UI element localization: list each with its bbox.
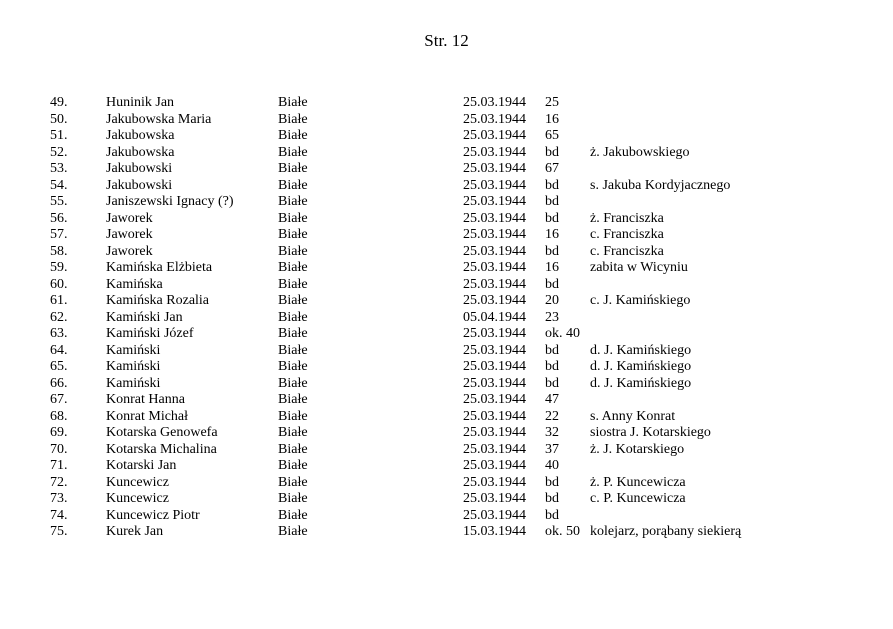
place: Białe	[278, 210, 308, 226]
list-row	[0, 392, 893, 409]
place: Białe	[278, 375, 308, 391]
person-name: Jaworek	[106, 210, 153, 226]
date: 25.03.1944	[463, 260, 526, 275]
place: Białe	[278, 524, 308, 539]
note: ż. J. Kotarskiego	[590, 441, 685, 457]
row-number: 49.	[50, 95, 68, 110]
person-name: Kurek Jan	[106, 524, 164, 539]
place: Białe	[278, 507, 308, 523]
date: 25.03.1944	[463, 194, 526, 209]
person-name: Kamińska	[106, 276, 163, 292]
list-row	[0, 409, 893, 426]
place: Białe	[278, 243, 308, 259]
person-name: Kamiński	[106, 342, 161, 358]
age: bd	[545, 243, 559, 259]
place: Białe	[278, 293, 308, 308]
age: bd	[545, 210, 559, 226]
row-number: 63.	[50, 326, 68, 341]
list-row	[0, 128, 893, 145]
row-number: 66.	[50, 375, 68, 391]
list-row	[0, 326, 893, 343]
list-row	[0, 310, 893, 327]
row-number: 65.	[50, 359, 68, 374]
age: bd	[545, 507, 559, 523]
list-row	[0, 227, 893, 244]
note: ż. Franciszka	[590, 210, 664, 226]
row-number: 53.	[50, 161, 68, 176]
note: c. J. Kamińskiego	[590, 293, 691, 308]
person-name: Kuncewicz	[106, 474, 169, 490]
person-name: Konrat Hanna	[106, 392, 185, 407]
row-number: 68.	[50, 408, 68, 424]
date: 25.03.1944	[463, 227, 526, 242]
row-number: 72.	[50, 474, 68, 490]
row-number: 54.	[50, 177, 68, 193]
date: 05.04.1944	[463, 309, 526, 325]
date: 25.03.1944	[463, 392, 526, 407]
age: bd	[545, 375, 559, 391]
row-number: 50.	[50, 111, 68, 127]
date: 25.03.1944	[463, 95, 526, 110]
place: Białe	[278, 491, 308, 506]
list-row	[0, 359, 893, 376]
date: 25.03.1944	[463, 458, 526, 473]
person-name: Jaworek	[106, 227, 153, 242]
place: Białe	[278, 359, 308, 374]
place: Białe	[278, 425, 308, 440]
age: 25	[545, 95, 559, 110]
place: Białe	[278, 342, 308, 358]
list-row	[0, 194, 893, 211]
age: 32	[545, 425, 559, 440]
age: 20	[545, 293, 559, 308]
place: Białe	[278, 161, 308, 176]
list-row	[0, 112, 893, 129]
person-name: Kotarski Jan	[106, 458, 177, 473]
age: bd	[545, 491, 559, 506]
age: bd	[545, 177, 559, 193]
note: siostra J. Kotarskiego	[590, 425, 711, 440]
list-row	[0, 508, 893, 525]
person-name: Kuncewicz Piotr	[106, 507, 200, 523]
row-number: 60.	[50, 276, 68, 292]
place: Białe	[278, 111, 308, 127]
date: 15.03.1944	[463, 524, 526, 539]
place: Białe	[278, 458, 308, 473]
date: 25.03.1944	[463, 276, 526, 292]
list-row	[0, 277, 893, 294]
list-row	[0, 475, 893, 492]
row-number: 59.	[50, 260, 68, 275]
age: 65	[545, 128, 559, 143]
place: Białe	[278, 474, 308, 490]
row-number: 74.	[50, 507, 68, 523]
age: 40	[545, 458, 559, 473]
date: 25.03.1944	[463, 491, 526, 506]
place: Białe	[278, 128, 308, 143]
note: c. Franciszka	[590, 227, 664, 242]
row-number: 62.	[50, 309, 68, 325]
age: bd	[545, 342, 559, 358]
age: ok. 40	[545, 326, 580, 341]
list-row	[0, 442, 893, 459]
date: 25.03.1944	[463, 375, 526, 391]
note: d. J. Kamińskiego	[590, 359, 692, 374]
place: Białe	[278, 194, 308, 209]
page-title: Str. 12	[424, 31, 469, 50]
list-row	[0, 211, 893, 228]
age: ok. 50	[545, 524, 580, 539]
age: 22	[545, 408, 559, 424]
row-number: 56.	[50, 210, 68, 226]
date: 25.03.1944	[463, 425, 526, 440]
age: bd	[545, 194, 559, 209]
row-number: 71.	[50, 458, 68, 473]
row-number: 58.	[50, 243, 68, 259]
place: Białe	[278, 144, 308, 160]
date: 25.03.1944	[463, 177, 526, 193]
age: 16	[545, 111, 559, 127]
date: 25.03.1944	[463, 144, 526, 160]
row-number: 75.	[50, 524, 68, 539]
person-name: Kamiński Jan	[106, 309, 183, 325]
note: zabita w Wicyniu	[590, 260, 688, 275]
row-number: 55.	[50, 194, 68, 209]
place: Białe	[278, 441, 308, 457]
person-name: Huninik Jan	[106, 95, 175, 110]
list-row	[0, 491, 893, 508]
row-number: 51.	[50, 128, 68, 143]
note: c. P. Kuncewicza	[590, 491, 686, 506]
list-row	[0, 458, 893, 475]
age: 23	[545, 309, 559, 325]
place: Białe	[278, 326, 308, 341]
note: c. Franciszka	[590, 243, 664, 259]
place: Białe	[278, 260, 308, 275]
row-number: 69.	[50, 425, 68, 440]
date: 25.03.1944	[463, 326, 526, 341]
victims-list	[0, 95, 893, 541]
list-row	[0, 293, 893, 310]
age: bd	[545, 276, 559, 292]
age: bd	[545, 359, 559, 374]
person-name: Janiszewski Ignacy (?)	[106, 194, 234, 209]
age: 16	[545, 227, 559, 242]
list-row	[0, 260, 893, 277]
person-name: Jakubowska Maria	[106, 111, 212, 127]
age: bd	[545, 144, 559, 160]
list-row	[0, 425, 893, 442]
note: s. Jakuba Kordyjacznego	[590, 177, 731, 193]
age: 16	[545, 260, 559, 275]
date: 25.03.1944	[463, 441, 526, 457]
row-number: 67.	[50, 392, 68, 407]
note: ż. P. Kuncewicza	[590, 474, 686, 490]
list-row	[0, 145, 893, 162]
date: 25.03.1944	[463, 474, 526, 490]
age: 47	[545, 392, 559, 407]
list-row	[0, 524, 893, 541]
note: ż. Jakubowskiego	[590, 144, 690, 160]
list-row	[0, 161, 893, 178]
date: 25.03.1944	[463, 507, 526, 523]
place: Białe	[278, 309, 308, 325]
person-name: Kamiński	[106, 375, 161, 391]
date: 25.03.1944	[463, 128, 526, 143]
person-name: Kamiński Józef	[106, 326, 194, 341]
row-number: 61.	[50, 293, 68, 308]
person-name: Jakubowski	[106, 177, 173, 193]
person-name: Jakubowska	[106, 144, 175, 160]
list-row	[0, 178, 893, 195]
date: 25.03.1944	[463, 342, 526, 358]
person-name: Konrat Michał	[106, 408, 189, 424]
place: Białe	[278, 276, 308, 292]
place: Białe	[278, 392, 308, 407]
list-row	[0, 95, 893, 112]
age: 37	[545, 441, 559, 457]
person-name: Jaworek	[106, 243, 153, 259]
person-name: Kamińska Rozalia	[106, 293, 210, 308]
date: 25.03.1944	[463, 243, 526, 259]
age: 67	[545, 161, 559, 176]
person-name: Kuncewicz	[106, 491, 169, 506]
person-name: Jakubowski	[106, 161, 173, 176]
age: bd	[545, 474, 559, 490]
date: 25.03.1944	[463, 408, 526, 424]
place: Białe	[278, 227, 308, 242]
row-number: 57.	[50, 227, 68, 242]
date: 25.03.1944	[463, 293, 526, 308]
place: Białe	[278, 408, 308, 424]
row-number: 64.	[50, 342, 68, 358]
list-row	[0, 343, 893, 360]
person-name: Kotarska Genowefa	[106, 425, 218, 440]
note: d. J. Kamińskiego	[590, 375, 692, 391]
note: d. J. Kamińskiego	[590, 342, 692, 358]
date: 25.03.1944	[463, 210, 526, 226]
note: s. Anny Konrat	[590, 408, 676, 424]
row-number: 70.	[50, 441, 68, 457]
date: 25.03.1944	[463, 161, 526, 176]
note: kolejarz, porąbany siekierą	[590, 524, 742, 539]
date: 25.03.1944	[463, 359, 526, 374]
place: Białe	[278, 177, 308, 193]
list-row	[0, 376, 893, 393]
person-name: Jakubowska	[106, 128, 175, 143]
date: 25.03.1944	[463, 111, 526, 127]
list-row	[0, 244, 893, 261]
person-name: Kotarska Michalina	[106, 441, 217, 457]
place: Białe	[278, 95, 308, 110]
person-name: Kamiński	[106, 359, 161, 374]
row-number: 52.	[50, 144, 68, 160]
person-name: Kamińska Elżbieta	[106, 260, 213, 275]
row-number: 73.	[50, 491, 68, 506]
